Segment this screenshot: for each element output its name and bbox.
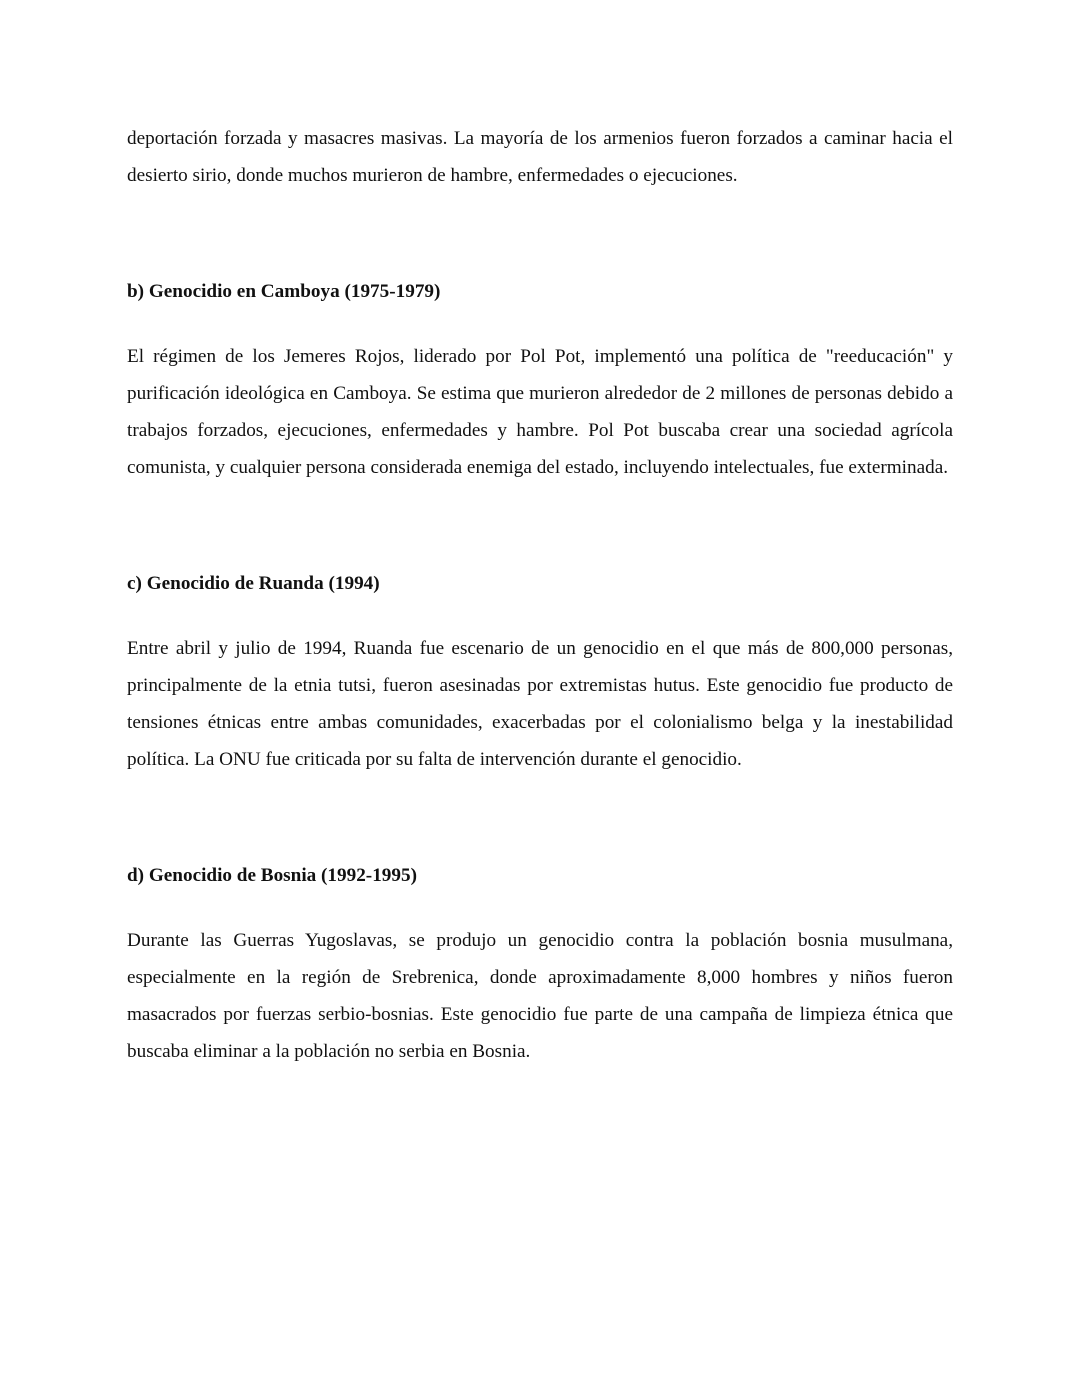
section-cambodia bbox=[127, 273, 953, 486]
section-heading: b) Genocidio en Camboya (1975-1979) bbox=[127, 281, 441, 302]
section-body: El régimen de los Jemeres Rojos, liderado por Pol Pot, implementó una política de "reeducación" y purificación ideológica en Camboya. Se estima que murieron alrededor de 2 millones de personas debido a trabajos forzados, ejecuciones, enfermedades y hambre. Pol Pot buscaba crear una sociedad agrícola comunista, y cualquier persona considerada enemiga del estado, incluyendo intelectuales, fue exterminada. bbox=[127, 346, 953, 478]
document-page bbox=[127, 120, 953, 1070]
section-body: Durante las Guerras Yugoslavas, se produjo un genocidio contra la población bosnia musulmana, especialmente en la región de Srebrenica, donde aproximadamente 8,000 hombres y niños fueron masacrados por fuerzas serbio-bosnias. Este genocidio fue parte de una campaña de limpieza étnica que buscaba eliminar a la población no serbia en Bosnia. bbox=[127, 930, 953, 1062]
section-body: Entre abril y julio de 1994, Ruanda fue escenario de un genocidio en el que más de 800,000 personas, principalmente de la etnia tutsi, fueron asesinadas por extremistas hutus. Este genocidio fue producto de tensiones étnicas entre ambas comunidades, exacerbadas por el colonialismo belga y la inestabilidad política. La ONU fue criticada por su falta de intervención durante el genocidio. bbox=[127, 638, 953, 770]
section-bosnia bbox=[127, 857, 953, 1070]
section-heading: c) Genocidio de Ruanda (1994) bbox=[127, 573, 380, 594]
section-rwanda bbox=[127, 565, 953, 778]
section-heading: d) Genocidio de Bosnia (1992-1995) bbox=[127, 865, 417, 886]
intro-paragraph: deportación forzada y masacres masivas. La mayoría de los armenios fueron forzados a caminar hacia el desierto sirio, donde muchos murieron de hambre, enfermedades o ejecuciones. bbox=[127, 128, 953, 186]
